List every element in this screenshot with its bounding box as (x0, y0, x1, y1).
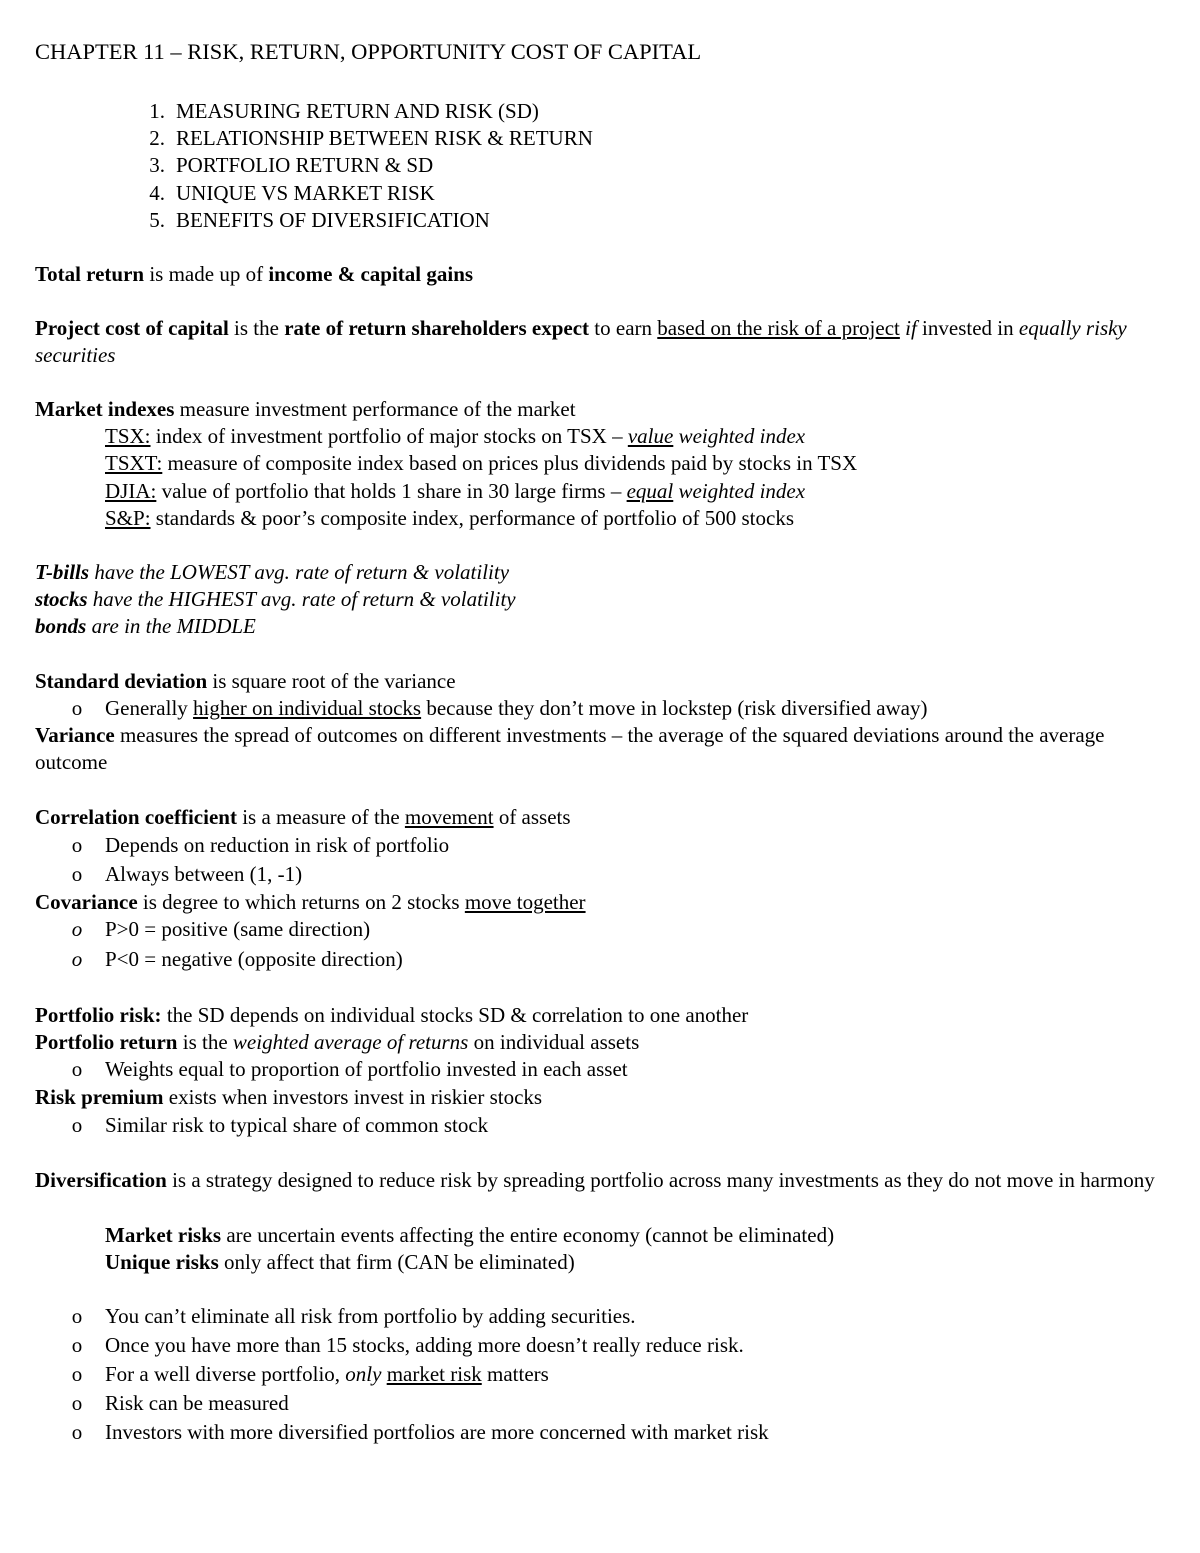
bullet-marker: o (71, 917, 83, 941)
bullet-marker: o (71, 1113, 83, 1137)
bullet-text: Always between (1, -1) (105, 862, 303, 886)
bullet-marker: o (71, 947, 83, 971)
correlation-line (35, 804, 1170, 831)
project-cost-paragraph (35, 315, 1170, 369)
italic-text: if (905, 316, 917, 340)
market-indexes-line (35, 396, 1170, 423)
italic-text: weighted average of returns (232, 1030, 469, 1054)
term: Market indexes (35, 397, 175, 421)
index-label: TSX: (105, 424, 151, 448)
stocks-line (35, 586, 1170, 613)
bullet-marker: o (71, 1333, 83, 1357)
market-risks-line (105, 1222, 1170, 1249)
text: is the (228, 316, 285, 340)
outline-number: 1. (149, 99, 165, 123)
term: rate of return shareholders expect (284, 316, 590, 340)
text: only affect that firm (CAN be eliminated) (218, 1250, 575, 1274)
text: exists when investors invest in riskier stocks (163, 1085, 543, 1109)
text: the SD depends on individual stocks SD & correlation to one another (161, 1003, 749, 1027)
outline-text: UNIQUE VS MARKET RISK (176, 181, 435, 205)
portfolio-risk-line (35, 1002, 1170, 1029)
italic-text: equally risky securities (35, 316, 1127, 367)
term: Correlation coefficient (35, 805, 237, 829)
underlined-text: market risk (386, 1362, 482, 1386)
text: invested in (916, 316, 1019, 340)
term: Portfolio risk: (35, 1003, 162, 1027)
term: income & capital gains (268, 262, 474, 286)
term: T-bills (35, 560, 90, 584)
term: Portfolio return (35, 1030, 178, 1054)
term: Total return (35, 262, 145, 286)
variance-paragraph (35, 722, 1170, 776)
bullet-marker: o (71, 1304, 83, 1328)
text: is square root of the variance (207, 669, 456, 693)
text: is a measure of the (236, 805, 405, 829)
diversification-paragraph (35, 1167, 1170, 1194)
index-sp (105, 505, 1170, 532)
text: Generally (105, 696, 194, 720)
text: is degree to which returns on 2 stocks (137, 890, 465, 914)
std-dev-line (35, 668, 1170, 695)
underlined-text: higher on individual stocks (193, 696, 422, 720)
text: of assets (493, 805, 571, 829)
bullet-text: Investors with more diversified portfolios are more concerned with market risk (105, 1420, 769, 1444)
italic-text: are in the MIDDLE (86, 614, 256, 638)
outline-number: 5. (149, 208, 165, 232)
term: Standard deviation (35, 669, 208, 693)
risk-premium-line (35, 1084, 1170, 1111)
index-tsx (105, 423, 1170, 450)
term: Project cost of capital (35, 316, 229, 340)
term: Unique risks (105, 1250, 219, 1274)
italic-text: have the LOWEST avg. rate of return & volatility (89, 560, 510, 584)
italic-text: have the HIGHEST avg. rate of return & volatility (87, 587, 516, 611)
text: is the (177, 1030, 233, 1054)
underlined-text: move together (464, 890, 586, 914)
portfolio-return-line (35, 1029, 1170, 1056)
underlined-text: movement (404, 805, 494, 829)
text: to earn (589, 316, 658, 340)
outline-text: BENEFITS OF DIVERSIFICATION (176, 208, 490, 232)
italic-text: weighted index (673, 479, 806, 503)
text: are uncertain events affecting the entire economy (cannot be eliminated) (221, 1223, 835, 1247)
term: stocks (35, 587, 88, 611)
bullet-marker: o (71, 1362, 83, 1386)
covariance-line (35, 889, 1170, 916)
outline-text: PORTFOLIO RETURN & SD (176, 153, 434, 177)
text: value of portfolio that holds 1 share in 30 large firms – (156, 479, 627, 503)
bonds-line (35, 613, 1170, 640)
page-title: CHAPTER 11 – RISK, RETURN, OPPORTUNITY COST OF CAPITAL (35, 39, 702, 64)
bullet-text: You can’t eliminate all risk from portfolio by adding securities. (105, 1304, 636, 1328)
bullet-marker: o (71, 833, 83, 857)
outline-text: MEASURING RETURN AND RISK (SD) (176, 99, 539, 123)
index-djia (105, 478, 1170, 505)
text: is made up of (144, 262, 269, 286)
text: because they don’t move in lockstep (risk diversified away) (421, 696, 928, 720)
term: Market risks (105, 1223, 222, 1247)
bullet-text: P>0 = positive (same direction) (105, 917, 371, 941)
text: on individual assets (468, 1030, 640, 1054)
italic-text: weighted index (673, 424, 806, 448)
total-return-line (35, 261, 1170, 288)
term: Variance (35, 723, 115, 747)
outline-number: 2. (149, 126, 165, 150)
tbills-line (35, 559, 1170, 586)
text: measure of composite index based on prices plus dividends paid by stocks in TSX (162, 451, 858, 475)
bullet-marker: o (71, 862, 83, 886)
bullet-text: P<0 = negative (opposite direction) (105, 947, 403, 971)
bullet-text: Risk can be measured (105, 1391, 289, 1415)
underlined-text: based on the risk of a project (657, 316, 900, 340)
term: Covariance (35, 890, 138, 914)
bullet-marker: o (71, 696, 83, 720)
bullet-text: Weights equal to proportion of portfolio invested in each asset (105, 1057, 628, 1081)
bullet-marker: o (71, 1391, 83, 1415)
term: Risk premium (35, 1085, 164, 1109)
unique-risks-line (105, 1249, 1170, 1276)
bullet-marker: o (71, 1420, 83, 1444)
outline-number: 4. (149, 181, 165, 205)
text: measure investment performance of the market (174, 397, 576, 421)
term: bonds (35, 614, 87, 638)
index-label: S&P: (105, 506, 151, 530)
text: matters (481, 1362, 549, 1386)
text: index of investment portfolio of major stocks on TSX – (150, 424, 628, 448)
bullet-marker: o (71, 1057, 83, 1081)
bullet-text: Similar risk to typical share of common stock (105, 1113, 489, 1137)
italic-text: only (345, 1362, 382, 1386)
text: standards & poor’s composite index, performance of portfolio of 500 stocks (150, 506, 795, 530)
text: measures the spread of outcomes on different investments – the average of the squared deviations around the average outcome (35, 723, 1105, 774)
outline-number: 3. (149, 153, 165, 177)
outline-text: RELATIONSHIP BETWEEN RISK & RETURN (176, 126, 593, 150)
underlined-text: equal (626, 479, 674, 503)
text: is a strategy designed to reduce risk by spreading portfolio across many investments as they do not move in harmony (166, 1168, 1155, 1192)
underlined-text: value (627, 424, 674, 448)
term: Diversification (35, 1168, 167, 1192)
text: For a well diverse portfolio, (105, 1362, 346, 1386)
index-label: DJIA: (105, 479, 157, 503)
bullet-text: Once you have more than 15 stocks, adding more doesn’t really reduce risk. (105, 1333, 744, 1357)
index-tsxt (105, 450, 1170, 477)
bullet-text: Depends on reduction in risk of portfolio (105, 833, 450, 857)
index-label: TSXT: (105, 451, 163, 475)
